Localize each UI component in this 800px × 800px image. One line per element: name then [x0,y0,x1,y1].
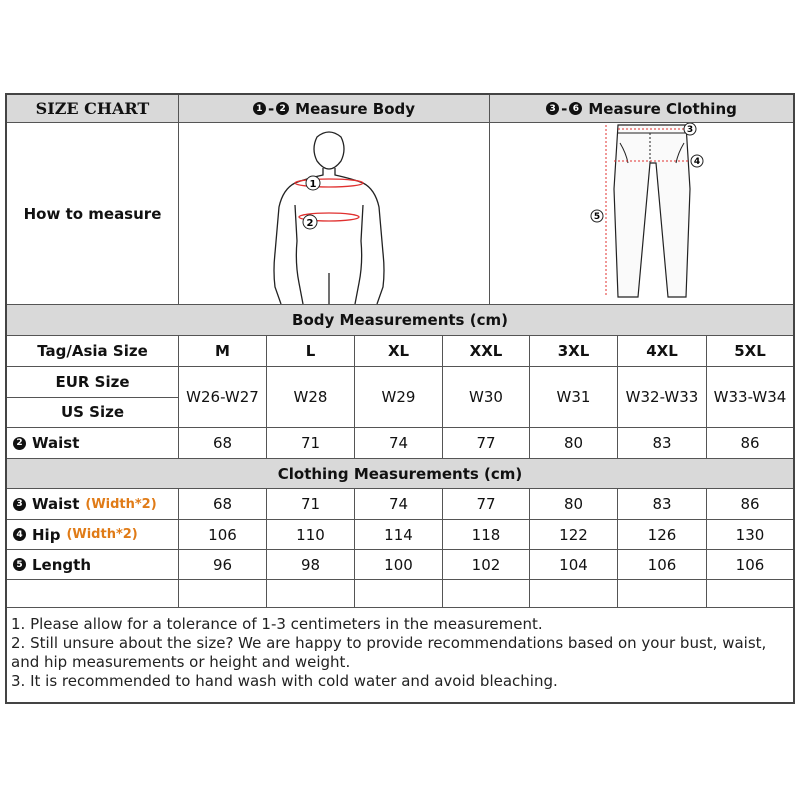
width-note: (Width*2) [66,527,138,542]
grid-line [706,335,707,459]
clothing-waist-4xl: 83 [652,495,672,513]
eur-us-3xl: W31 [556,388,591,406]
grid-line [7,549,793,550]
size-xxl: XXL [469,342,503,360]
eur-us-m: W26-W27 [186,388,259,406]
dash-separator: - [267,99,275,118]
grid-line [706,488,707,608]
grid-line [178,335,179,459]
width-note: (Width*2) [85,496,157,512]
grid-line [7,579,793,580]
eur-us-xl: W29 [381,388,416,406]
measure-body-label: Measure Body [295,99,416,118]
grid-line [7,335,793,336]
grid-line [529,335,530,459]
marker-6-icon: 6 [569,102,582,115]
grid-line [7,458,793,459]
clothing-hip-3xl: 122 [559,525,588,544]
clothing-length-5xl: 106 [735,555,765,574]
body-figure-diagram [179,123,489,304]
marker-3-icon: 3 [13,498,26,511]
clothing-hip-l: 110 [296,525,325,544]
clothing-hip-text: Hip [32,525,61,544]
clothing-waist-text: Waist [32,495,80,513]
eur-us-5xl: W33-W34 [713,388,787,406]
body-measurements-title: Body Measurements (cm) [7,305,793,335]
body-marker-1: 1 [309,179,317,190]
body-waist-text: Waist [32,434,80,452]
clothing-hip-4xl: 126 [647,525,677,544]
clothing-waist-xl: 74 [388,495,409,513]
body-waist-l: 71 [300,434,321,452]
grid-line [529,488,530,608]
clothing-waist-label [7,489,178,519]
eur-size-label: EUR Size [55,373,130,391]
marker-4-icon: 4 [13,528,26,541]
clothing-waist-3xl: 80 [563,495,584,513]
pants-marker-3: 3 [686,125,694,135]
body-waist-3xl: 80 [563,434,584,452]
size-xl: XL [387,342,410,360]
grid-line [442,335,443,459]
clothing-length-label [7,550,178,579]
pants-figure-diagram [490,123,793,304]
grid-line [7,366,793,367]
clothing-length-4xl: 106 [647,555,677,574]
grid-line [7,397,179,398]
body-waist-xxl: 77 [476,434,496,452]
grid-line [7,122,793,123]
body-waist-5xl: 86 [740,434,760,452]
note-3: 3. It is recommended to hand wash with cold water and avoid bleaching. [11,672,558,690]
tag-size-label: Tag/Asia Size [37,342,148,360]
grid-line [7,607,793,608]
measure-body-header [179,95,489,122]
grid-line [489,95,490,305]
measure-clothing-label: Measure Clothing [588,99,737,118]
how-to-measure-label: How to measure [23,204,162,223]
dash-separator: - [561,99,568,118]
grid-line [7,304,793,305]
clothing-hip-5xl: 130 [735,525,765,544]
clothing-waist-m: 68 [212,495,233,513]
pants-marker-4: 4 [693,157,701,167]
note-2-continued: and hip measurements or height and weight. [11,653,351,671]
body-waist-xl: 74 [388,434,409,452]
grid-line [354,488,355,608]
clothing-waist-5xl: 86 [740,495,760,513]
pants-marker-5: 5 [593,212,601,222]
body-waist-label [7,428,178,458]
marker-2-icon: 2 [13,437,26,450]
grid-line [178,488,179,608]
body-marker-2: 2 [306,218,314,229]
grid-line [7,488,793,489]
grid-line [617,335,618,459]
clothing-waist-xxl: 77 [476,495,496,513]
marker-3-icon: 3 [546,102,559,115]
clothing-hip-xxl: 118 [471,525,501,544]
grid-line [266,488,267,608]
clothing-measurements-title: Clothing Measurements (cm) [7,459,793,488]
marker-5-icon: 5 [13,558,26,571]
grid-line [442,488,443,608]
us-size-label: US Size [60,403,125,421]
eur-us-xxl: W30 [469,388,503,406]
eur-us-l: W28 [293,388,328,406]
grid-line [7,427,793,428]
note-2: 2. Still unsure about the size? We are happy to provide recommendations based on your bust, waist, [11,634,767,652]
size-5xl: 5XL [734,342,766,360]
body-waist-4xl: 83 [652,434,672,452]
grid-line [617,488,618,608]
clothing-waist-l: 71 [300,495,321,513]
clothing-hip-label [7,520,178,549]
clothing-length-xxl: 102 [471,555,501,574]
marker-1-icon: 1 [253,102,266,115]
marker-2-icon: 2 [276,102,289,115]
grid-line [178,95,179,305]
grid-line [354,335,355,459]
clothing-hip-m: 106 [208,525,237,544]
size-3xl: 3XL [557,342,590,360]
clothing-length-xl: 100 [384,555,413,574]
notes-section [11,615,791,691]
eur-us-4xl: W32-W33 [625,388,699,406]
size-4xl: 4XL [646,342,678,360]
clothing-length-l: 98 [300,555,321,574]
clothing-length-3xl: 104 [559,555,588,574]
size-l: L [305,342,316,360]
measure-clothing-header [490,95,793,122]
size-chart-title: SIZE CHART [7,95,178,122]
body-waist-m: 68 [212,434,233,452]
note-1: 1. Please allow for a tolerance of 1-3 centimeters in the measurement. [11,615,543,633]
clothing-length-m: 96 [212,555,233,574]
grid-line [7,519,793,520]
size-chart [5,93,795,704]
grid-line [266,335,267,459]
size-m: M [215,342,230,360]
clothing-length-text: Length [32,555,91,574]
clothing-hip-xl: 114 [384,525,413,544]
